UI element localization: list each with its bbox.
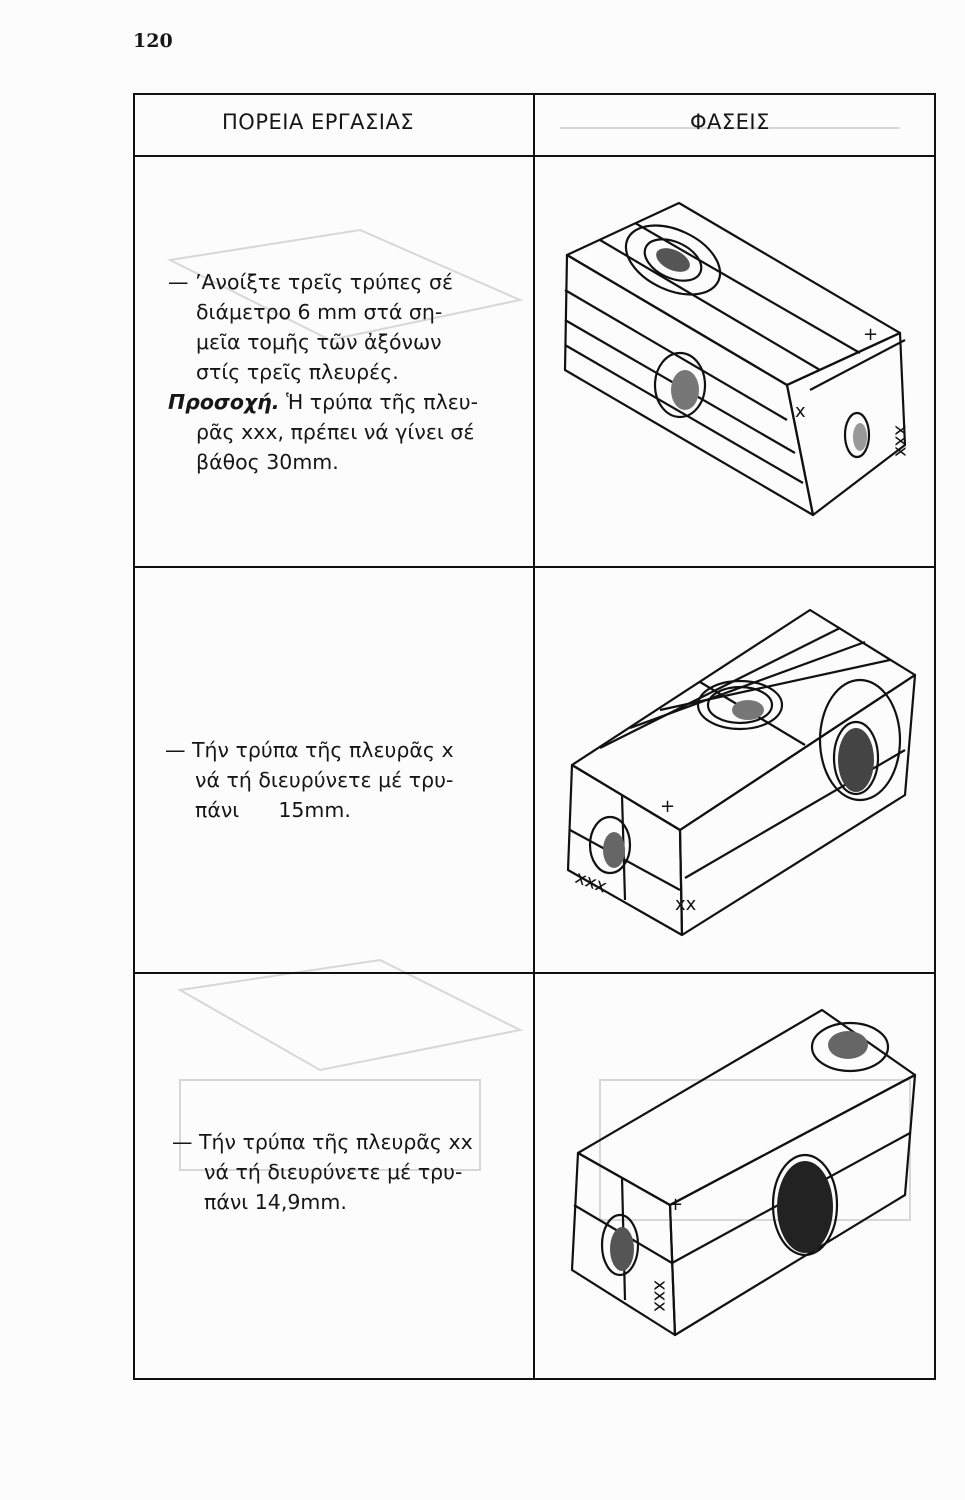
step-3-line: πάνι 14,9mm. <box>204 1190 347 1214</box>
step-1-text <box>168 267 478 477</box>
mark-xxx: xxx <box>890 425 912 457</box>
mark-x: x <box>795 401 806 422</box>
warning-label: Προσοχή. <box>168 390 280 414</box>
step-3-text <box>172 1127 473 1217</box>
mark-xxx: xxx <box>649 1280 671 1312</box>
header-work-procedure: ΠΟΡΕΙΑ ΕΡΓΑΣΙΑΣ <box>222 110 415 134</box>
column-divider <box>533 93 535 1380</box>
step-3-line: — Τήν τρύπα τῆς πλευρᾶς xx <box>172 1130 473 1154</box>
block-top-face <box>567 203 900 385</box>
header-divider <box>133 155 936 157</box>
row-divider-1 <box>133 566 936 568</box>
warning-line: ρᾶς xxx, πρέπει νά γίνει σέ <box>196 420 475 444</box>
block-side-face <box>680 675 915 935</box>
step-2-line: πάνι 15mm. <box>195 798 351 822</box>
phase-2-drawing <box>560 600 940 940</box>
header-phases: ΦΑΣΕΙΣ <box>690 110 770 134</box>
warning-line: Ἡ τρύπα τῆς πλευ- <box>286 390 479 414</box>
step-1-line: — ’Ανοίξτε τρεῖς τρύπες σέ <box>168 270 454 294</box>
page-number: 120 <box>133 30 173 52</box>
mark-xxx: xxx <box>572 866 610 898</box>
row-divider-2 <box>133 972 936 974</box>
step-1-line: διάμετρο 6 mm στά ση- <box>196 300 443 324</box>
step-3-line: νά τή διευρύνετε μέ τρυ- <box>204 1160 463 1184</box>
mark-xx: xx <box>675 894 697 915</box>
phase-1-drawing <box>545 185 925 525</box>
phase-3-drawing <box>560 1005 940 1345</box>
step-2-line: — Τήν τρύπα τῆς πλευρᾶς x <box>165 738 454 762</box>
mark-plus: + <box>660 796 676 817</box>
step-1-line: στίς τρεῖς πλευρές. <box>196 360 399 384</box>
step-2-text <box>165 735 454 825</box>
step-2-line: νά τή διευρύνετε μέ τρυ- <box>195 768 454 792</box>
mark-plus: + <box>863 324 879 345</box>
mark-plus: + <box>668 1194 684 1215</box>
warning-line: βάθος 30mm. <box>196 450 339 474</box>
step-1-line: μεῖα τομῆς τῶν ἀξόνων <box>196 330 442 354</box>
